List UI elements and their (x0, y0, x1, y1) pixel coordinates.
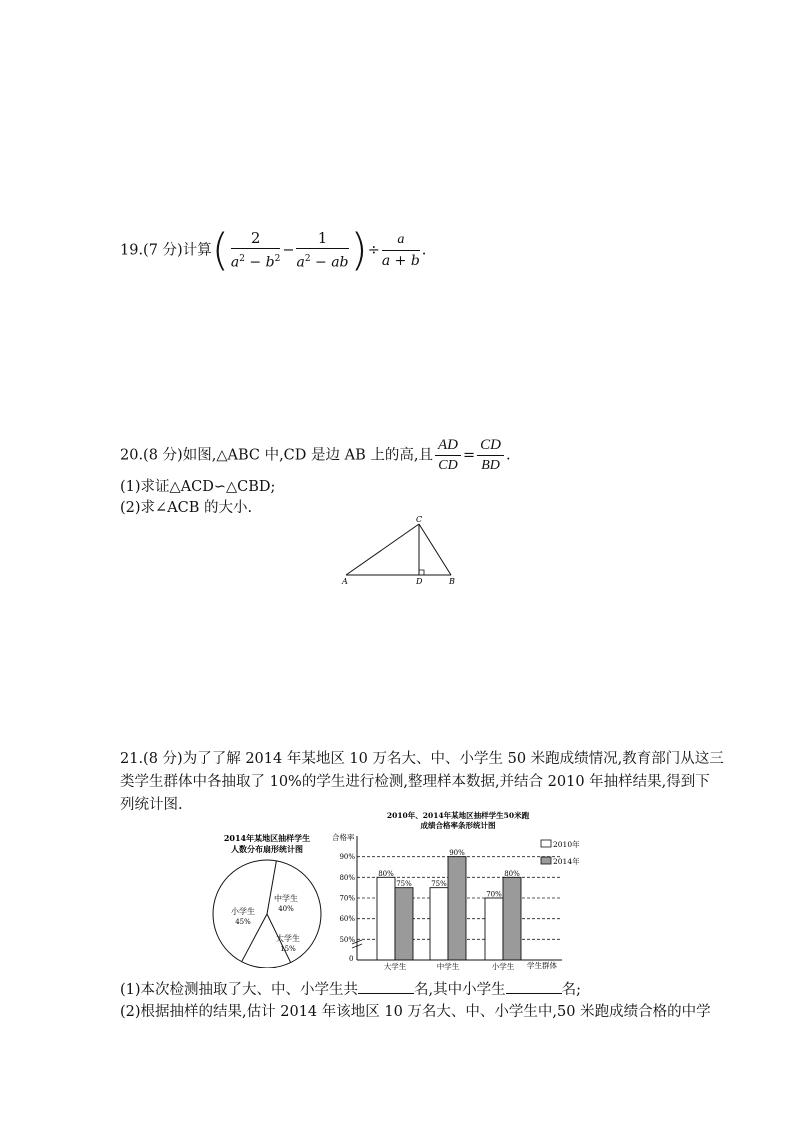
pie-label-primary: 小学生 (231, 907, 255, 916)
question-20 (120, 435, 511, 476)
blank-primary-students[interactable] (506, 979, 562, 994)
bar-title-line-2: 成绩合格率条形统计图 (420, 821, 496, 830)
frac1-denominator: $a^2 - b^2$ (230, 254, 281, 271)
frac1-numerator: 2 (231, 228, 280, 249)
q21-line-3: 列统计图. (120, 797, 183, 813)
q19-period: . (421, 242, 427, 259)
left-paren: ( (211, 224, 229, 276)
equals-sign: = (462, 447, 476, 464)
q19-fraction-2 (296, 228, 348, 273)
bar-chart (330, 808, 580, 974)
label-d: D (416, 577, 423, 586)
bar-value-label: 75% (431, 880, 447, 889)
blank-total-students[interactable] (358, 979, 414, 994)
x-axis-label: 学生群体 (527, 961, 557, 970)
x-category-label: 大学生 (383, 962, 407, 971)
frac3-denominator: a + b (381, 252, 420, 269)
bar-value-label: 70% (486, 890, 502, 899)
q21-sub1-text-b: 名,其中小学生 (414, 982, 506, 998)
bar-middle-school-2010年 (430, 888, 448, 960)
bar-university-2010年 (377, 877, 395, 960)
pie-value-primary: 45% (235, 918, 251, 926)
label-a: A (342, 577, 348, 586)
q19-fraction-3 (382, 230, 420, 271)
x-category-label: 中学生 (436, 962, 460, 971)
q21-sub1-text-c: 名; (561, 982, 582, 998)
pie-value-middle-school: 40% (278, 905, 294, 913)
bar-title-line-1: 2010年、2014年某地区抽样学生50米跑 (386, 811, 530, 820)
bar-value-label: 80% (504, 869, 520, 878)
q19-number: 19.(7 分)计算 (120, 242, 212, 259)
q21-line-2: 类学生群体中各抽取了 10%的学生进行检测,整理样本数据,并结合 2010 年抽样结果,得到下 (120, 774, 710, 790)
frac2-denominator: $a^2$ − ab (296, 254, 349, 271)
q20-part-2: (2)求∠ACB 的大小. (120, 500, 253, 516)
q21-sub-2: (2)根据抽样的结果,估计 2014 年该地区 10 万名大、中、小学生中,50 米跑成绩合格的中学 (120, 1004, 711, 1020)
legend-label-2010: 2010年 (553, 840, 580, 849)
right-angle-mark (419, 570, 424, 575)
pie-label-middle-school: 中学生 (274, 894, 298, 903)
origin-label: 0 (349, 955, 354, 963)
side-cb (419, 524, 451, 575)
pie-chart (205, 830, 335, 968)
label-c: C (416, 515, 423, 524)
q20-part-1: (1)求证△ACD∽△CBD; (120, 479, 276, 495)
q20-fraction-right (477, 435, 504, 476)
bar-value-label: 80% (378, 869, 394, 878)
y-tick-label: 80% (339, 873, 355, 882)
pie-title-line-1: 2014年某地区抽样学生 (223, 833, 311, 843)
q20-right-numerator: CD (477, 435, 504, 456)
pie-label-university: 大学生 (276, 934, 300, 943)
q19-fraction-1 (231, 228, 280, 273)
y-axis-label: 合格率 (332, 833, 355, 842)
x-category-label: 小学生 (491, 962, 515, 971)
question-19 (120, 224, 427, 276)
q21-sub1-text-a: (1)本次检测抽取了大、中、小学生共 (120, 982, 359, 998)
y-tick-label: 50% (339, 935, 355, 944)
minus-sign: − (282, 242, 295, 259)
label-b: B (449, 577, 455, 586)
q21-sub-1 (120, 978, 581, 1002)
legend-swatch-2014 (541, 857, 551, 864)
q20-left-denominator: CD (438, 458, 458, 473)
y-tick-label: 60% (339, 915, 355, 924)
bar-value-label: 75% (396, 880, 412, 889)
pie-title-line-2: 人数分布扇形统计图 (231, 844, 303, 854)
bar-primary-2010年 (485, 898, 503, 960)
triangle-figure (335, 512, 465, 588)
q20-intro: 20.(8 分)如图,△ABC 中,CD 是边 AB 上的高,且 (120, 447, 433, 464)
divide-sign: ÷ (367, 242, 380, 259)
frac2-numerator: 1 (296, 228, 348, 249)
q20-right-denominator: BD (481, 458, 500, 473)
right-paren: ) (350, 224, 368, 276)
legend-swatch-2010 (541, 840, 551, 847)
pie-value-university: 15% (280, 945, 296, 953)
frac3-numerator: a (382, 230, 420, 251)
y-tick-label: 90% (339, 853, 355, 862)
side-ac (346, 524, 419, 575)
q21-line-1: 21.(8 分)为了了解 2014 年某地区 10 万名大、中、小学生 50 米跑成绩情况,教育部门从这三 (120, 751, 724, 767)
y-tick-label: 70% (339, 894, 355, 903)
q20-period: . (505, 447, 511, 464)
bar-middle-school-2014年 (448, 857, 466, 960)
bar-value-label: 90% (449, 849, 465, 858)
bar-university-2014年 (395, 888, 413, 960)
legend-label-2014: 2014年 (553, 857, 580, 866)
q20-left-numerator: AD (435, 435, 461, 456)
bar-primary-2014年 (503, 877, 521, 960)
q20-fraction-left (435, 435, 461, 476)
